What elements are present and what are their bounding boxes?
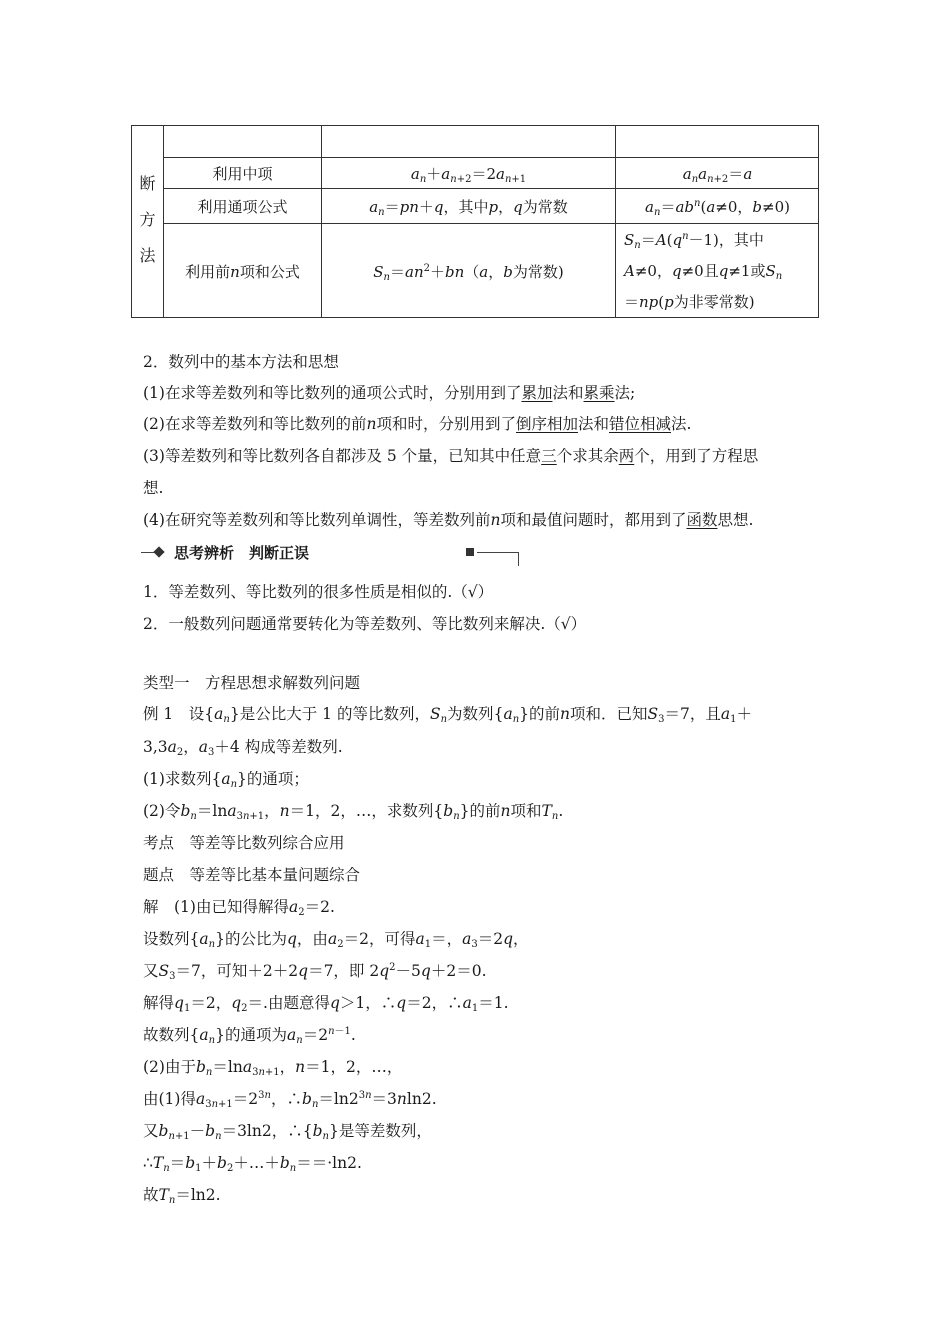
- question: (2)令$b_n=\ln a_{3n+1}$，n＝1，2，…，求数列$\{b_n\}$的前n项和$T_n$.: [143, 802, 564, 822]
- method-label: 利用前n项和公式: [185, 262, 300, 281]
- table-cell-geo: [616, 189, 819, 223]
- table-cell-geo: [616, 158, 819, 188]
- table-cell-geo: [616, 224, 819, 318]
- formula: $a_n=ab^n(a\ne 0$，b≠0): [645, 197, 790, 218]
- formula: $a_n+a_{n+2}=2a_{n+1}$: [410, 164, 527, 185]
- table-cell-method: [164, 224, 321, 318]
- paragraph: (1)在求等差数列和等比数列的通项公式时，分别用到了累加法和累乘法;: [143, 384, 636, 402]
- method-table: [131, 125, 819, 318]
- solution-line: 解 (1)由已知得解得$a_2=2$.: [143, 898, 335, 918]
- solution-line: 设数列$\{a_n\}$的公比为q，由$a_2=2$，可得$a_1=$，$a_3=2q$，: [143, 930, 529, 950]
- type-title: 类型一 方程思想求解数列问题: [143, 674, 361, 692]
- paragraph: 想.: [143, 479, 164, 497]
- formula: $a_n=pn+q$，其中p，q为常数: [369, 197, 568, 218]
- judge-item: 2．一般数列问题通常要转化为等差数列、等比数列来解决.（√）: [143, 615, 587, 633]
- formula: $a_na_{n+2}=a$: [682, 164, 753, 185]
- kaodian: 考点 等差等比数列综合应用: [143, 834, 345, 852]
- side-char: 断: [139, 174, 156, 193]
- table-cell-arith: [322, 189, 615, 223]
- formula: $S_n=A(q^n-1)$，其中 A≠0，q≠0且q≠1或$S_n$ ＝np(p为非零常数): [624, 230, 783, 311]
- example-statement: $3,3a_2$，$a_3+4$ 构成等差数列.: [143, 738, 343, 758]
- square-icon: [466, 548, 474, 556]
- solution-line: $\therefore T_n=b_1+b_2+\dots+b_n==\cdot\ln 2$.: [143, 1154, 362, 1174]
- diamond-icon: [153, 546, 164, 557]
- table-cell-method: [164, 158, 321, 188]
- solution-line: 由(1)得$a_{3n+1}=2^{3n}$，$\therefore b_n=\ln 2^{3n}=3nln2$.: [143, 1090, 437, 1110]
- section-banner: [141, 540, 519, 566]
- solution-line: 又$S_3=7$，可知＋2＋2q＝7，即 $2q^2-5q+2=0$.: [143, 962, 487, 982]
- method-label: 利用通项公式: [197, 197, 288, 216]
- solution-line: 故$T_n=\ln 2$.: [143, 1186, 221, 1206]
- table-cell-arith: [322, 224, 615, 318]
- solution-line: 解得$q_1=2$，$q_2=$.由题意得q＞1，∴q＝2，$\therefore a_1=1$.: [143, 994, 509, 1014]
- side-char: 法: [139, 246, 156, 265]
- solution-line: (2)由于$b_n=\ln a_{3n+1}$，n＝1，2，…，: [143, 1058, 403, 1078]
- judge-item: 1．等差数列、等比数列的很多性质是相似的.（√）: [143, 583, 494, 601]
- formula: $S_n=an^2+bn(a$，b为常数): [373, 262, 564, 283]
- side-label: [132, 166, 163, 274]
- paragraph: (4)在研究等差数列和等比数列单调性，等差数列前n项和最值问题时，都用到了函数思想.: [143, 511, 754, 529]
- section-title: 2．数列中的基本方法和思想: [143, 353, 339, 371]
- example-statement: 例 1 设$\{a_n\}$是公比大于 1 的等比数列，$S_n$为数列$\{a_n\}$的前n项和．已知$S_3=7$，且$a_1+$: [143, 705, 753, 725]
- banner-title: 思考辨析 判断正误: [174, 544, 310, 562]
- solution-line: 故数列$\{a_n\}$的通项为$a_n=2^{n-1}$.: [143, 1026, 356, 1046]
- method-label: 利用中项: [212, 164, 273, 183]
- table-cell-arith: [322, 158, 615, 188]
- solution-line: 又$b_{n+1}-b_n=3\ln 2$，$\therefore\{b_n\}$是等差数列，: [143, 1122, 432, 1142]
- paragraph: (2)在求等差数列和等比数列的前n项和时，分别用到了倒序相加法和错位相减法.: [143, 415, 692, 433]
- side-char: 方: [139, 210, 156, 229]
- question: (1)求数列$\{a_n\}$的通项；: [143, 770, 309, 790]
- paragraph: (3)等差数列和等比数列各自都涉及 5 个量，已知其中任意三个求其余两个，用到了方程思: [143, 447, 759, 465]
- tidian: 题点 等差等比基本量问题综合: [143, 866, 361, 884]
- table-cell-method: [164, 189, 321, 223]
